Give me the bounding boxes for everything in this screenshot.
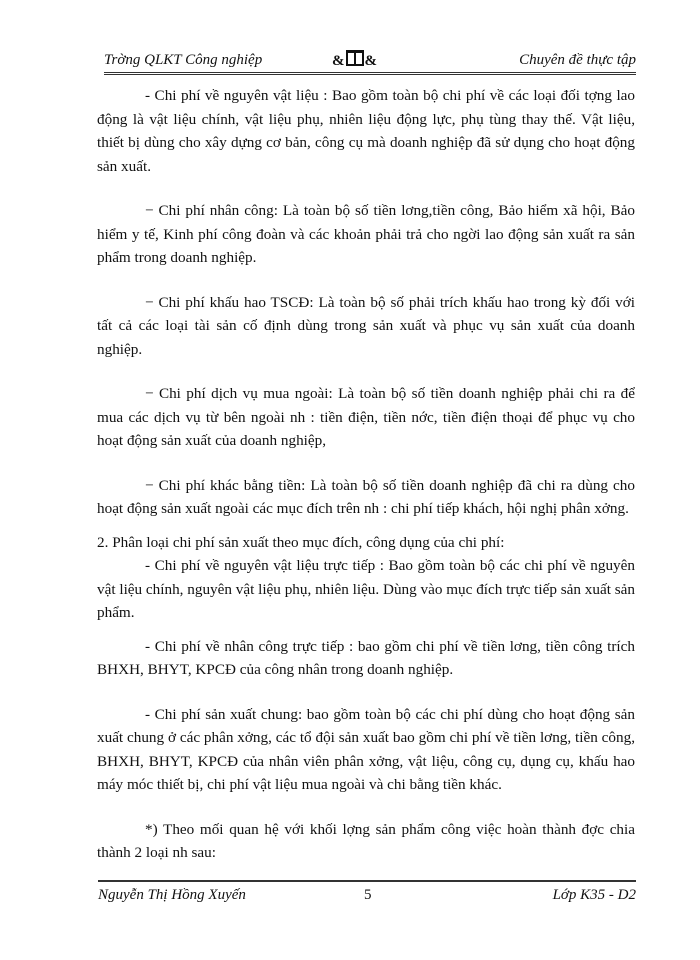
header-ornament <box>332 50 377 70</box>
paragraph-other-cash: − Chi phí khác bằng tiền: Là toàn bộ số tiền doanh nghiệp đã chi ra dùng cho hoạt động sản xuất ngoài các mục đích trên nh : chi phí tiếp khách, hội nghị phân xởng. <box>97 476 635 517</box>
paragraph-outsourced-services: − Chi phí dịch vụ mua ngoài: Là toàn bộ số tiền doanh nghiệp phải chi ra để mua các dịch vụ từ bên ngoài nh : tiền điện, tiền nớc, tiền điện thoại để phục vụ cho hoạt động sản xuất của doanh nghiệp, <box>97 385 635 449</box>
header-title: Chuyên đề thực tập <box>519 52 636 68</box>
header-ornament-left: & <box>332 53 345 69</box>
paragraph-volume-relation: *) Theo mối quan hệ với khối lợng sản phẩm công việc hoàn thành đợc chia thành 2 loại nh sau: <box>97 820 635 861</box>
book-icon <box>346 50 364 66</box>
page-footer <box>98 880 636 906</box>
paragraph-labor-cost: − Chi phí nhân công: Là toàn bộ số tiền lơng,tiền công, Bảo hiểm xã hội, Bảo hiểm y tế, Kinh phí công đoàn và các khoản phải trả cho ngời lao động sản xuất ra sản phẩm trong doanh nghiệp. <box>97 202 635 266</box>
section-heading-2: 2. Phân loại chi phí sản xuất theo mục đích, công dụng của chi phí: <box>97 533 505 551</box>
paragraph-direct-labor: - Chi phí về nhân công trực tiếp : bao gồm chi phí về tiền lơng, tiền công trích BHXH, BHYT, KPCĐ của công nhân trong doanh nghiệp. <box>97 637 635 678</box>
paragraph-direct-materials: - Chi phí về nguyên vật liệu trực tiếp : Bao gồm toàn bộ các chi phí về nguyên vật liệu chính, nguyên vật liệu phụ, nhiên liệu. Dùng vào mục đích trực tiếp sản xuất sản phẩm. <box>97 557 635 621</box>
header-school: Trờng QLKT Công nghiệp <box>104 52 263 68</box>
paragraph-overhead: - Chi phí sản xuất chung: bao gồm toàn bộ các chi phí dùng cho hoạt động sản xuất chung ở các phân xởng, các tổ đội sản xuất bao gồm chi phí về tiền lơng, tiền công, BHXH, BHYT, KPCĐ của nhân viên phân xởng, vật liệu, công cụ, dụng cụ, khấu hao máy móc thiết bị, chi phí vật liệu mua ngoài và chi bằng tiền khác. <box>97 705 635 793</box>
header-ornament-right: & <box>364 53 377 69</box>
page-body <box>97 84 635 865</box>
footer-author: Nguyễn Thị Hồng Xuyến <box>98 887 246 903</box>
page-number: 5 <box>364 887 372 903</box>
paragraph-depreciation: − Chi phí khấu hao TSCĐ: Là toàn bộ số phải trích khấu hao trong kỳ đối với tất cả các loại tài sản cố định dùng trong sản xuất và phục vụ sản xuất của doanh nghiệp. <box>97 293 635 358</box>
footer-class: Lớp K35 - D2 <box>552 887 636 903</box>
paragraph-raw-materials: - Chi phí về nguyên vật liệu : Bao gồm toàn bộ chi phí về các loại đối tợng lao động là vật liệu chính, vật liệu phụ, nhiên liệu động lực, phụ tùng thay thế. Vật liệu, thiết bị dùng cho xây dựng cơ bản, công cụ mà doanh nghiệp đã sử dụng cho hoạt động sản xuất. <box>97 87 635 175</box>
page-header <box>104 50 636 75</box>
